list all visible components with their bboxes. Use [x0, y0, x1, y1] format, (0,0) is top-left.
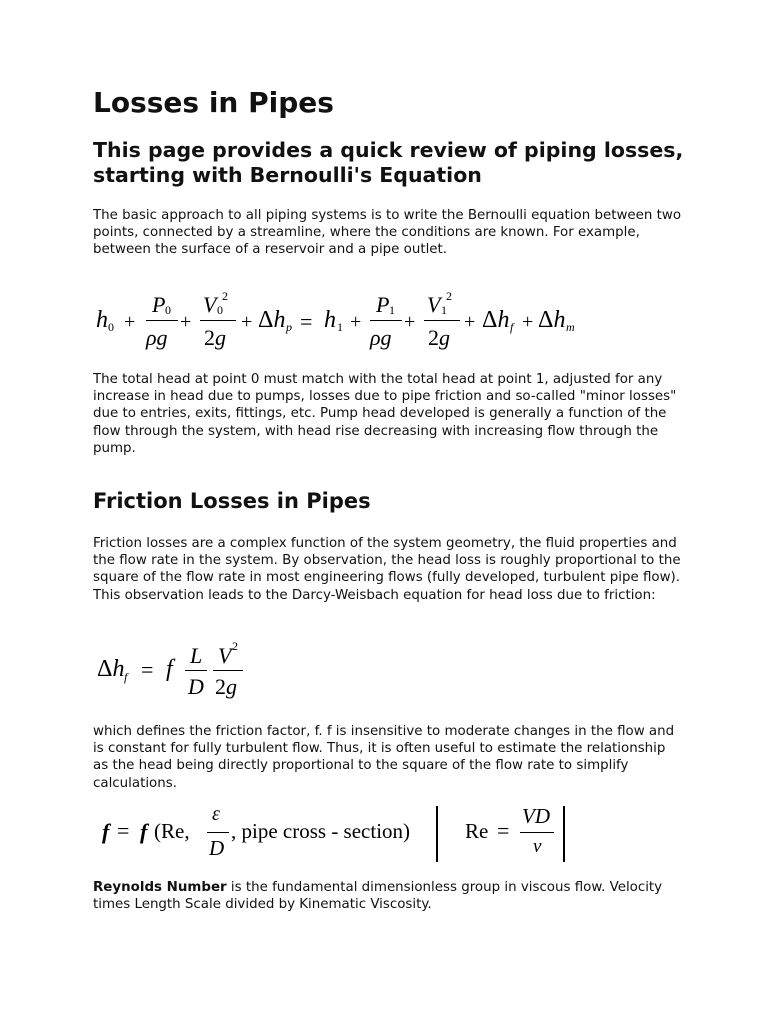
friction-factor-equation: f = f (Re, ε D , pipe cross - section) Re = VD ν	[0, 0, 768, 1024]
friction-factor-paragraph: which defines the friction factor, f. f is insensitive to moderate changes in the flow and is constant for fully turbulent flow. Thus, it is often useful to estimate the relationship as the head being directly proportional to the square of the flow rate to simplify calculations.	[93, 724, 675, 791]
total-head-paragraph: The total head at point 0 must match with the total head at point 1, adjusted for any increase in head due to pumps, losses due to pipe friction and so-called "minor losses" due to entries, exits, fittings, etc. Pump head developed is generally a function of the flow through the system, with head rise decreasing with increasing flow through the pump.	[93, 372, 677, 456]
eq-pipe-cross-section: , pipe cross - section)	[231, 819, 411, 843]
page-title: Losses in Pipes	[93, 86, 334, 119]
darcy-weisbach-equation: Δh f = f L D V 2 2g	[0, 0, 768, 1024]
page-subtitle: This page provides a quick review of piping losses, starting with Bernoulli's Equation	[93, 138, 684, 187]
reynolds-text: is the fundamental dimensionless group in viscous flow. Velocity times Length Scale divided by Kinematic Viscosity.	[93, 880, 663, 913]
bernoulli-equation: h 0 + P 0 ρg + V 0 2 2g + Δh p = h 1 + P 1 ρg + V 1 2 2g + Δh f + Δh m	[96, 289, 575, 350]
eq-re-label: Re	[465, 819, 489, 843]
friction-section-title: Friction Losses in Pipes	[93, 489, 371, 513]
friction-paragraph: Friction losses are a complex function of the system geometry, the fluid properties and the flow rate in the system. By observation, the head loss is roughly proportional to the square of the flow rate in most engineering flows (fully developed, turbulent pipe flow). This observation leads to the Darcy-Weisbach equation for head loss due to friction:	[93, 536, 681, 603]
eq-f-open: (Re,	[154, 819, 190, 843]
intro-paragraph: The basic approach to all piping systems is to write the Bernoulli equation between two points, connected by a streamline, where the conditions are known. For example, between the surface of a reservoir and a pipe outlet.	[93, 208, 682, 258]
reynolds-term: Reynolds Number	[93, 880, 227, 895]
